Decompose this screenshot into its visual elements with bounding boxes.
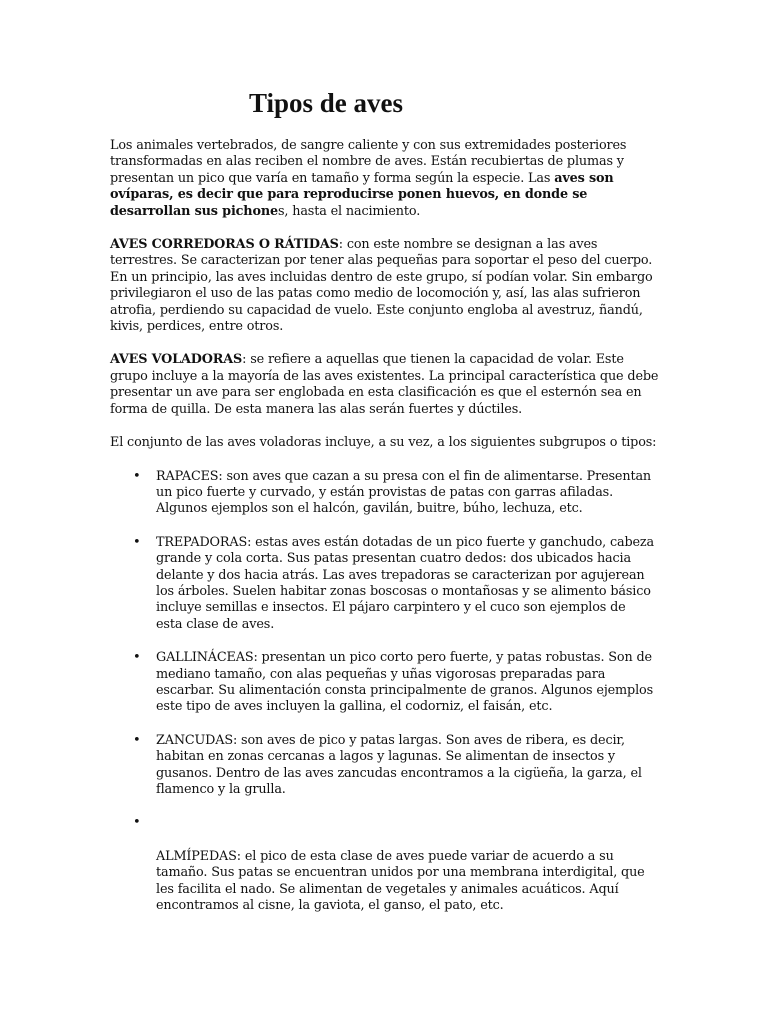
- document-title: Tipos de aves: [249, 88, 404, 118]
- intro-text-start: Los animales vertebrados, de sangre caliente y con sus extremidades posteriores transformadas en alas reciben el nombre de aves. Están recubiertas de plumas y presentan un pico que varía en tamaño y forma según la especie. Las: [110, 138, 627, 186]
- intro-paragraph: [110, 138, 660, 220]
- section-heading-voladoras: AVES VOLADORAS: [110, 352, 243, 368]
- document-page: [110, 86, 660, 914]
- section-voladoras: [110, 352, 660, 418]
- section-corredoras: [110, 237, 660, 335]
- palmipedas-paragraph: ALMÍPEDAS: el pico de esta clase de aves puede variar de acuerdo a su tamaño. Sus patas se encuentran unidos por una membrana interdigital, que les facilita el nado. Se alimentan de vegetales y animales acuáticos. Aquí encontramos al cisne, la gaviota, el ganso, el pato, etc.: [156, 848, 645, 914]
- section-text-voladoras: : se refiere a aquellas que tienen la capacidad de volar. Este grupo incluye a la mayoría de las aves existentes. La principal característica que debe presentar un ave para ser englobada en esta clasificación es que el esternón sea en forma de quilla. De esta manera las alas serán fuertes y dúctiles.: [110, 352, 659, 417]
- voladoras-intro: El conjunto de las aves voladoras incluye, a su vez, a los siguientes subgrupos o tipos:: [110, 435, 657, 451]
- section-text-corredoras: : con este nombre se designan a las aves terrestres. Se caracterizan por tener alas pequeñas para soportar el peso del cuerpo. En un principio, las aves incluidas dentro de este grupo, sí podían volar. Sin embargo privilegiaron el uso de las patas como medio de locomoción y, así, las alas sufrieron atrofia, perdiendo su capacidad de vuelo. Este conjunto engloba al avestruz, ñandú, kivis, perdices, entre otros.: [110, 237, 653, 335]
- bullet-icon: •: [133, 468, 141, 484]
- list-item-text: ZANCUDAS: son aves de pico y patas largas. Son aves de ribera, es decir, habitan en zonas cercanas a lagos y lagunas. Se alimentan de insectos y gusanos. Dentro de las aves zancudas encontramos a la cigüeña, la garza, el flamenco y la grulla.: [156, 732, 642, 797]
- bullet-icon: •: [133, 534, 141, 550]
- list-item-text: RAPACES: son aves que cazan a su presa con el fin de alimentarse. Presentan un pico fuerte y curvado, y están provistas de patas con garras afiladas. Algunos ejemplos son el halcón, gavilán, buitre, búho, lechuza, etc.: [156, 468, 652, 517]
- list-item-text: GALLINÁCEAS: presentan un pico corto pero fuerte, y patas robustas. Son de mediano tamaño, con alas pequeñas y uñas vigorosas preparadas para escarbar. Su alimentación consta principalmente de granos. Algunos ejemplos este tipo de aves incluyen la gallina, el codorniz, el faisán, etc.: [156, 650, 654, 715]
- bullet-icon: •: [133, 815, 141, 831]
- list-item-text: TREPADORAS: estas aves están dotadas de un pico fuerte y ganchudo, cabeza grande y cola corta. Sus patas presentan cuatro dedos: dos ubicados hacia delante y dos hacia atrás. Las aves trepadoras se caracterizan por agujerean los árboles. Suelen habitar zonas boscosas o montañosas y se alimento básico incluye semillas e insectos. El pájaro carpintero y el cuco son ejemplos de esta clase de aves.: [156, 534, 655, 632]
- list-item-zancudas: [110, 733, 660, 799]
- bullet-icon: •: [133, 650, 141, 666]
- list-item-trepadoras: [110, 535, 660, 633]
- intro-bold-text: aves son ovíparas, es decir que para reproducirse ponen huevos, en donde se desarrollan sus pichone: [110, 170, 614, 219]
- subgroup-list: [110, 469, 660, 832]
- list-item-empty: [110, 815, 660, 831]
- empty-bullet-line: [156, 815, 654, 831]
- list-item-gallinaceas: [110, 650, 660, 716]
- bullet-icon: •: [133, 732, 141, 748]
- intro-text-end: s, hasta el nacimiento.: [277, 203, 421, 219]
- section-heading-corredoras: AVES CORREDORAS O RÁTIDAS: [110, 237, 339, 253]
- list-item-rapaces: [110, 469, 660, 518]
